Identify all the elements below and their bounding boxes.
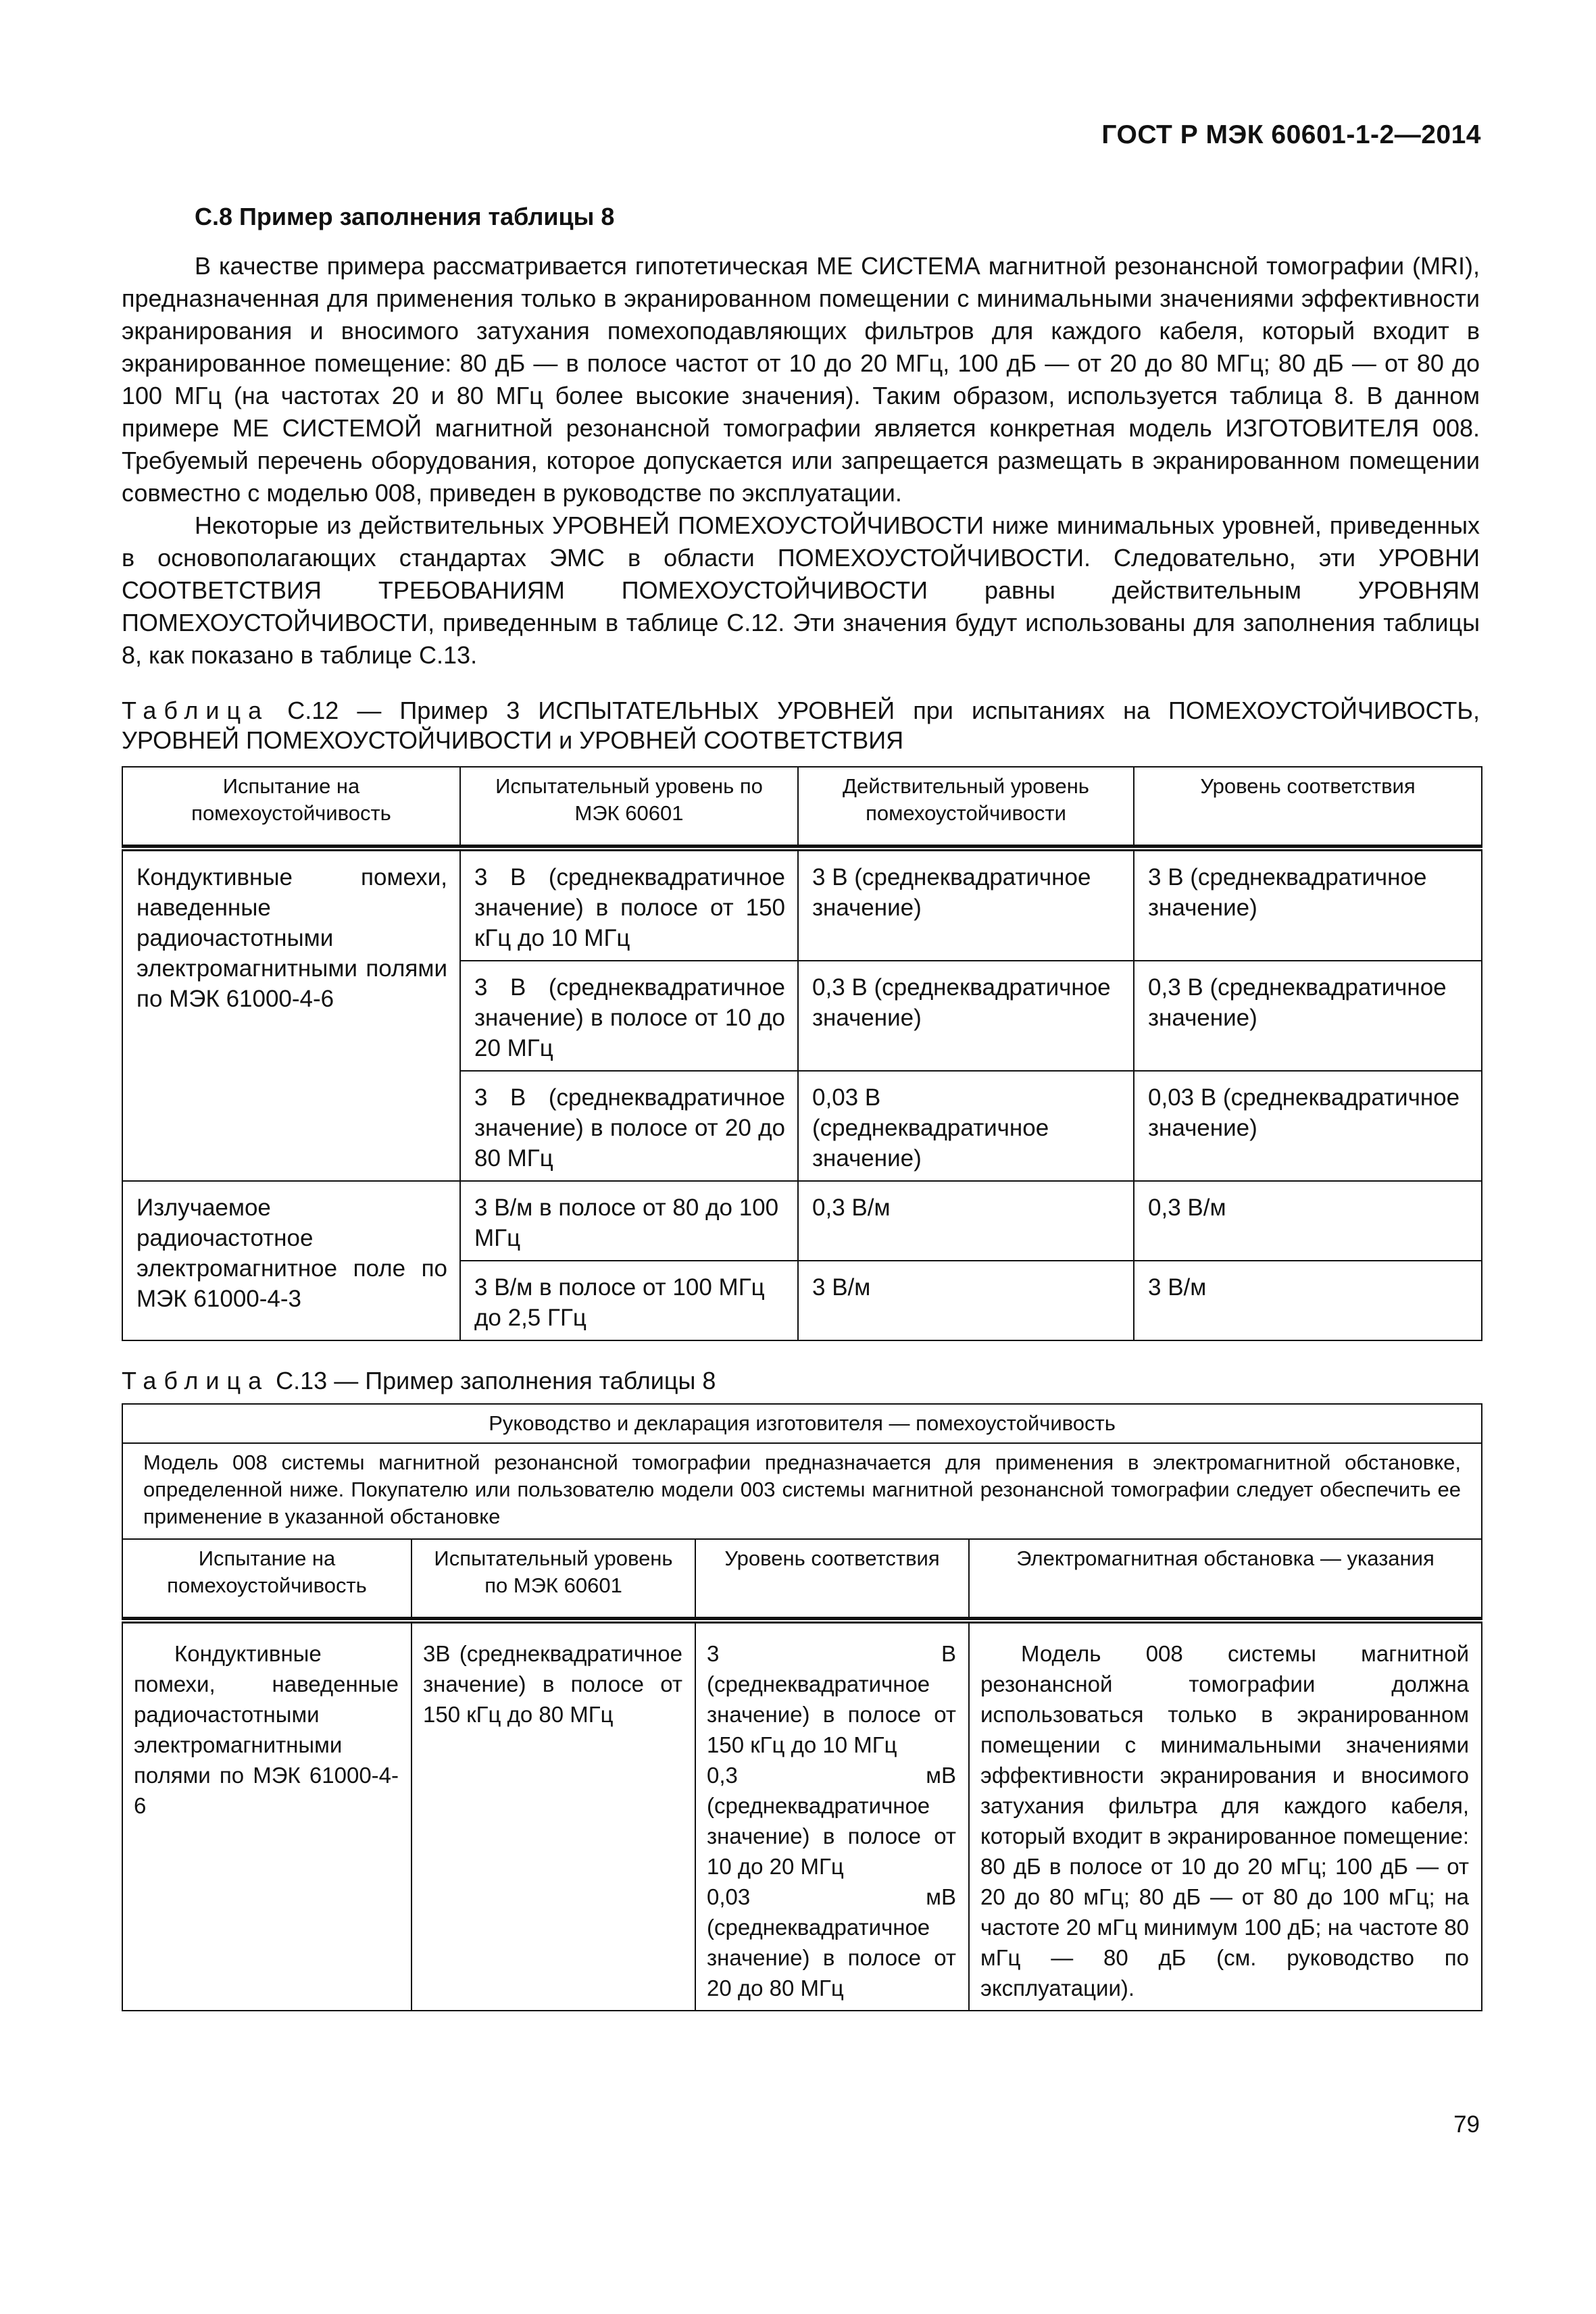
caption-text: С.13 — Пример заполнения таблицы 8 xyxy=(269,1367,716,1394)
compliance-level-cell: 0,3 В (среднеквадратичное значение) xyxy=(1134,961,1482,1071)
table-title-row xyxy=(122,1404,1482,1443)
column-header: Испытание на помехоустойчивость xyxy=(122,767,460,845)
table-row xyxy=(122,1181,1482,1261)
table-intro-row xyxy=(122,1443,1482,1539)
actual-level-cell: 0,3 В/м xyxy=(798,1181,1134,1261)
test-level-cell: 3 В/м в полосе от 80 до 100 МГц xyxy=(460,1181,798,1261)
compliance-line: 3 В (среднеквадратичное значение) в полосе от 150 кГц до 10 МГц xyxy=(707,1641,956,1757)
caption-label: Таблица xyxy=(122,697,270,724)
table-title: Руководство и декларация изготовителя — помехоустойчивость xyxy=(122,1404,1482,1443)
test-name-cell: Излучаемое радиочастотное электромагнитное поле по МЭК 61000-4-3 xyxy=(122,1181,460,1340)
table-c13 xyxy=(122,1403,1481,2011)
paragraph: Некоторые из действительных УРОВНЕЙ ПОМЕХОУСТОЙЧИВОСТИ ниже минимальных уровней, приведенных в основополагающих стандартах ЭМС в области ПОМЕХОУСТОЙЧИВОСТИ. Следовательно, эти УРОВНИ СООТВЕТСТВИЯ ТРЕБОВАНИЯМ ПОМЕХОУСТОЙЧИВОСТИ равны действительным УРОВНЯМ ПОМЕХОУСТОЙЧИВОСТИ, приведенным в таблице С.12. Эти значения будут использованы для заполнения таблицы 8, как показано в таблице С.13. xyxy=(122,511,1480,669)
test-level-cell: 3 В (среднеквадратичное значение) в полосе от 150 кГц до 10 МГц xyxy=(460,849,798,961)
actual-level-cell: 0,3 В (среднеквадратичное значение) xyxy=(798,961,1134,1071)
column-header: Уровень соответствия xyxy=(1134,767,1482,845)
column-header: Действительный уровень помехоустойчивости xyxy=(798,767,1134,845)
actual-level-cell: 3 В (среднеквадратичное значение) xyxy=(798,849,1134,961)
column-header: Испытание на помехоустойчивость xyxy=(122,1539,412,1617)
actual-level-cell: 3 В/м xyxy=(798,1261,1134,1340)
column-header: Испытательный уровень по МЭК 60601 xyxy=(460,767,798,845)
test-level-cell: 3 В (среднеквадратичное значение) в полосе от 10 до 20 МГц xyxy=(460,961,798,1071)
compliance-level-cell: 0,03 В (среднеквадратичное значение) xyxy=(1134,1071,1482,1181)
compliance-level-cell: 3 В/м xyxy=(1134,1261,1482,1340)
column-header: Уровень соответствия xyxy=(695,1539,969,1617)
page-number: 79 xyxy=(1453,2111,1480,2138)
caption-text: С.12 — Пример 3 ИСПЫТАТЕЛЬНЫХ УРОВНЕЙ при испытаниях на ПОМЕХОУСТОЙЧИВОСТЬ, УРОВНЕЙ ПОМЕХОУСТОЙЧИВОСТИ и УРОВНЕЙ СООТВЕТСТВИЯ xyxy=(122,697,1480,754)
test-name-cell: Кондуктивные помехи, наведенные радиочастотными электромагнитными полями по МЭК 61000-4-6 xyxy=(122,849,460,1181)
table-intro: Модель 008 системы магнитной резонансной томографии предназначается для применения в электромагнитной обстановке, определенной ниже. Покупателю или пользователю модели 003 системы магнитной резонансной томографии следует обеспечить ее применение в указанной обстановке xyxy=(122,1443,1482,1539)
table-header-row xyxy=(122,1539,1482,1617)
table-c13-caption xyxy=(122,1366,1480,1396)
table-row xyxy=(122,849,1482,961)
page-header: ГОСТ Р МЭК 60601-1-2—2014 xyxy=(1101,120,1481,149)
test-level-cell: 3В (среднеквадратичное значение) в полосе от 150 кГц до 80 МГц xyxy=(412,1621,695,2011)
compliance-line: 0,3 мВ (среднеквадратичное значение) в полосе от 10 до 20 МГц xyxy=(707,1763,956,1879)
test-level-cell: 3 В (среднеквадратичное значение) в полосе от 20 до 80 МГц xyxy=(460,1071,798,1181)
table-c12-caption xyxy=(122,696,1480,755)
table-row xyxy=(122,1621,1482,2011)
column-header: Электромагнитная обстановка — указания xyxy=(969,1539,1482,1617)
table-c12 xyxy=(122,766,1481,1341)
caption-label: Таблица xyxy=(122,1367,270,1394)
table-header-row xyxy=(122,767,1482,845)
compliance-level-cell xyxy=(695,1621,969,2011)
compliance-line: 0,03 мВ (среднеквадратичное значение) в полосе от 20 до 80 МГц xyxy=(707,1884,956,2001)
section-title: С.8 Пример заполнения таблицы 8 xyxy=(195,203,615,230)
body-text xyxy=(122,250,1480,672)
paragraph: В качестве примера рассматривается гипотетическая МЕ СИСТЕМА магнитной резонансной томографии (MRI), предназначенная для применения только в экранированном помещении с минимальными значениями эффективности экранирования и вносимого затухания помехоподавляющих фильтров для каждого кабеля, который входит в экранированное помещение: 80 дБ — в полосе частот от 10 до 20 МГц, 100 дБ — от 20 до 80 МГц; 80 дБ — от 80 до 100 МГц (на частотах 20 и 80 МГц более высокие значения). Таким образом, используется таблица 8. В данном примере МЕ СИСТЕМОЙ магнитной резонансной томографии является конкретная модель ИЗГОТОВИТЕЛЯ 008. Требуемый перечень оборудования, которое допускается или запрещается размещать в экранированном помещении совместно с моделью 008, приведен в руководстве по эксплуатации. xyxy=(122,252,1480,507)
test-level-cell: 3 В/м в полосе от 100 МГц до 2,5 ГГц xyxy=(460,1261,798,1340)
column-header: Испытательный уровень по МЭК 60601 xyxy=(412,1539,695,1617)
test-name-cell: Кондуктивные помехи, наведенные радиочастотными электромагнитными полями по МЭК 61000-4-6 xyxy=(122,1621,412,2011)
actual-level-cell: 0,03 В (среднеквадратичное значение) xyxy=(798,1071,1134,1181)
environment-guidance-cell: Модель 008 системы магнитной резонансной томографии должна использоваться только в экранированном помещении с минимальными значениями эффективности экранирования и вносимого затухания фильтра для каждого кабеля, который входит в экранированное помещение: 80 дБ в полосе от 10 до 20 мГц; 100 дБ — от 20 до 80 мГц; 80 дБ — от 80 до 100 мГц; на частоте 20 мГц минимум 100 дБ; на частоте 80 мГц — 80 дБ (см. руководство по эксплуатации). xyxy=(969,1621,1482,2011)
compliance-level-cell: 3 В (среднеквадратичное значение) xyxy=(1134,849,1482,961)
compliance-level-cell: 0,3 В/м xyxy=(1134,1181,1482,1261)
